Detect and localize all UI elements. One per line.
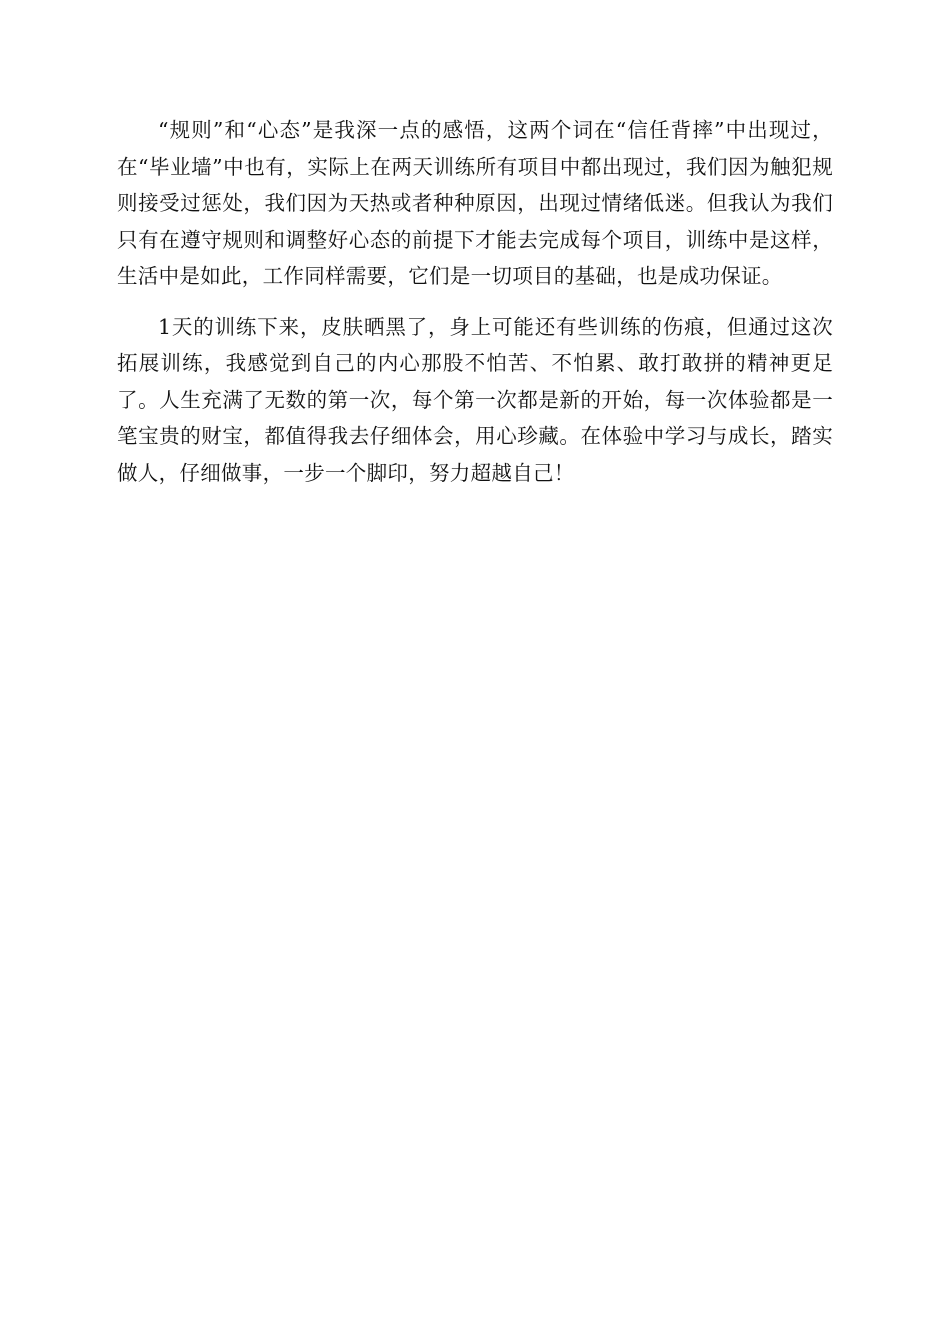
paragraph-rules-and-mindset: “规则”和“心态”是我深一点的感悟，这两个词在“信任背摔”中出现过，在“毕业墙”中也有，实际上在两天训练所有项目中都出现过，我们因为触犯规则接受过惩处，我们因为天热或者种种原因，出现过情绪低迷。但我认为我们只有在遵守规则和调整好心态的前提下才能去完成每个项目，训练中是这样，生活中是如此，工作同样需要，它们是一切项目的基础，也是成功保证。	[117, 118, 833, 288]
paragraph-training-reflection: 1天的训练下来，皮肤晒黑了，身上可能还有些训练的伤痕，但通过这次拓展训练，我感觉到自己的内心那股不怕苦、不怕累、敢打敢拼的精神更足了。人生充满了无数的第一次，每个第一次都是新的开始，每一次体验都是一笔宝贵的财宝，都值得我去仔细体会，用心珍藏。在体验中学习与成长，踏实做人，仔细做事，一步一个脚印，努力超越自己！	[117, 314, 833, 485]
document-body	[117, 112, 833, 491]
